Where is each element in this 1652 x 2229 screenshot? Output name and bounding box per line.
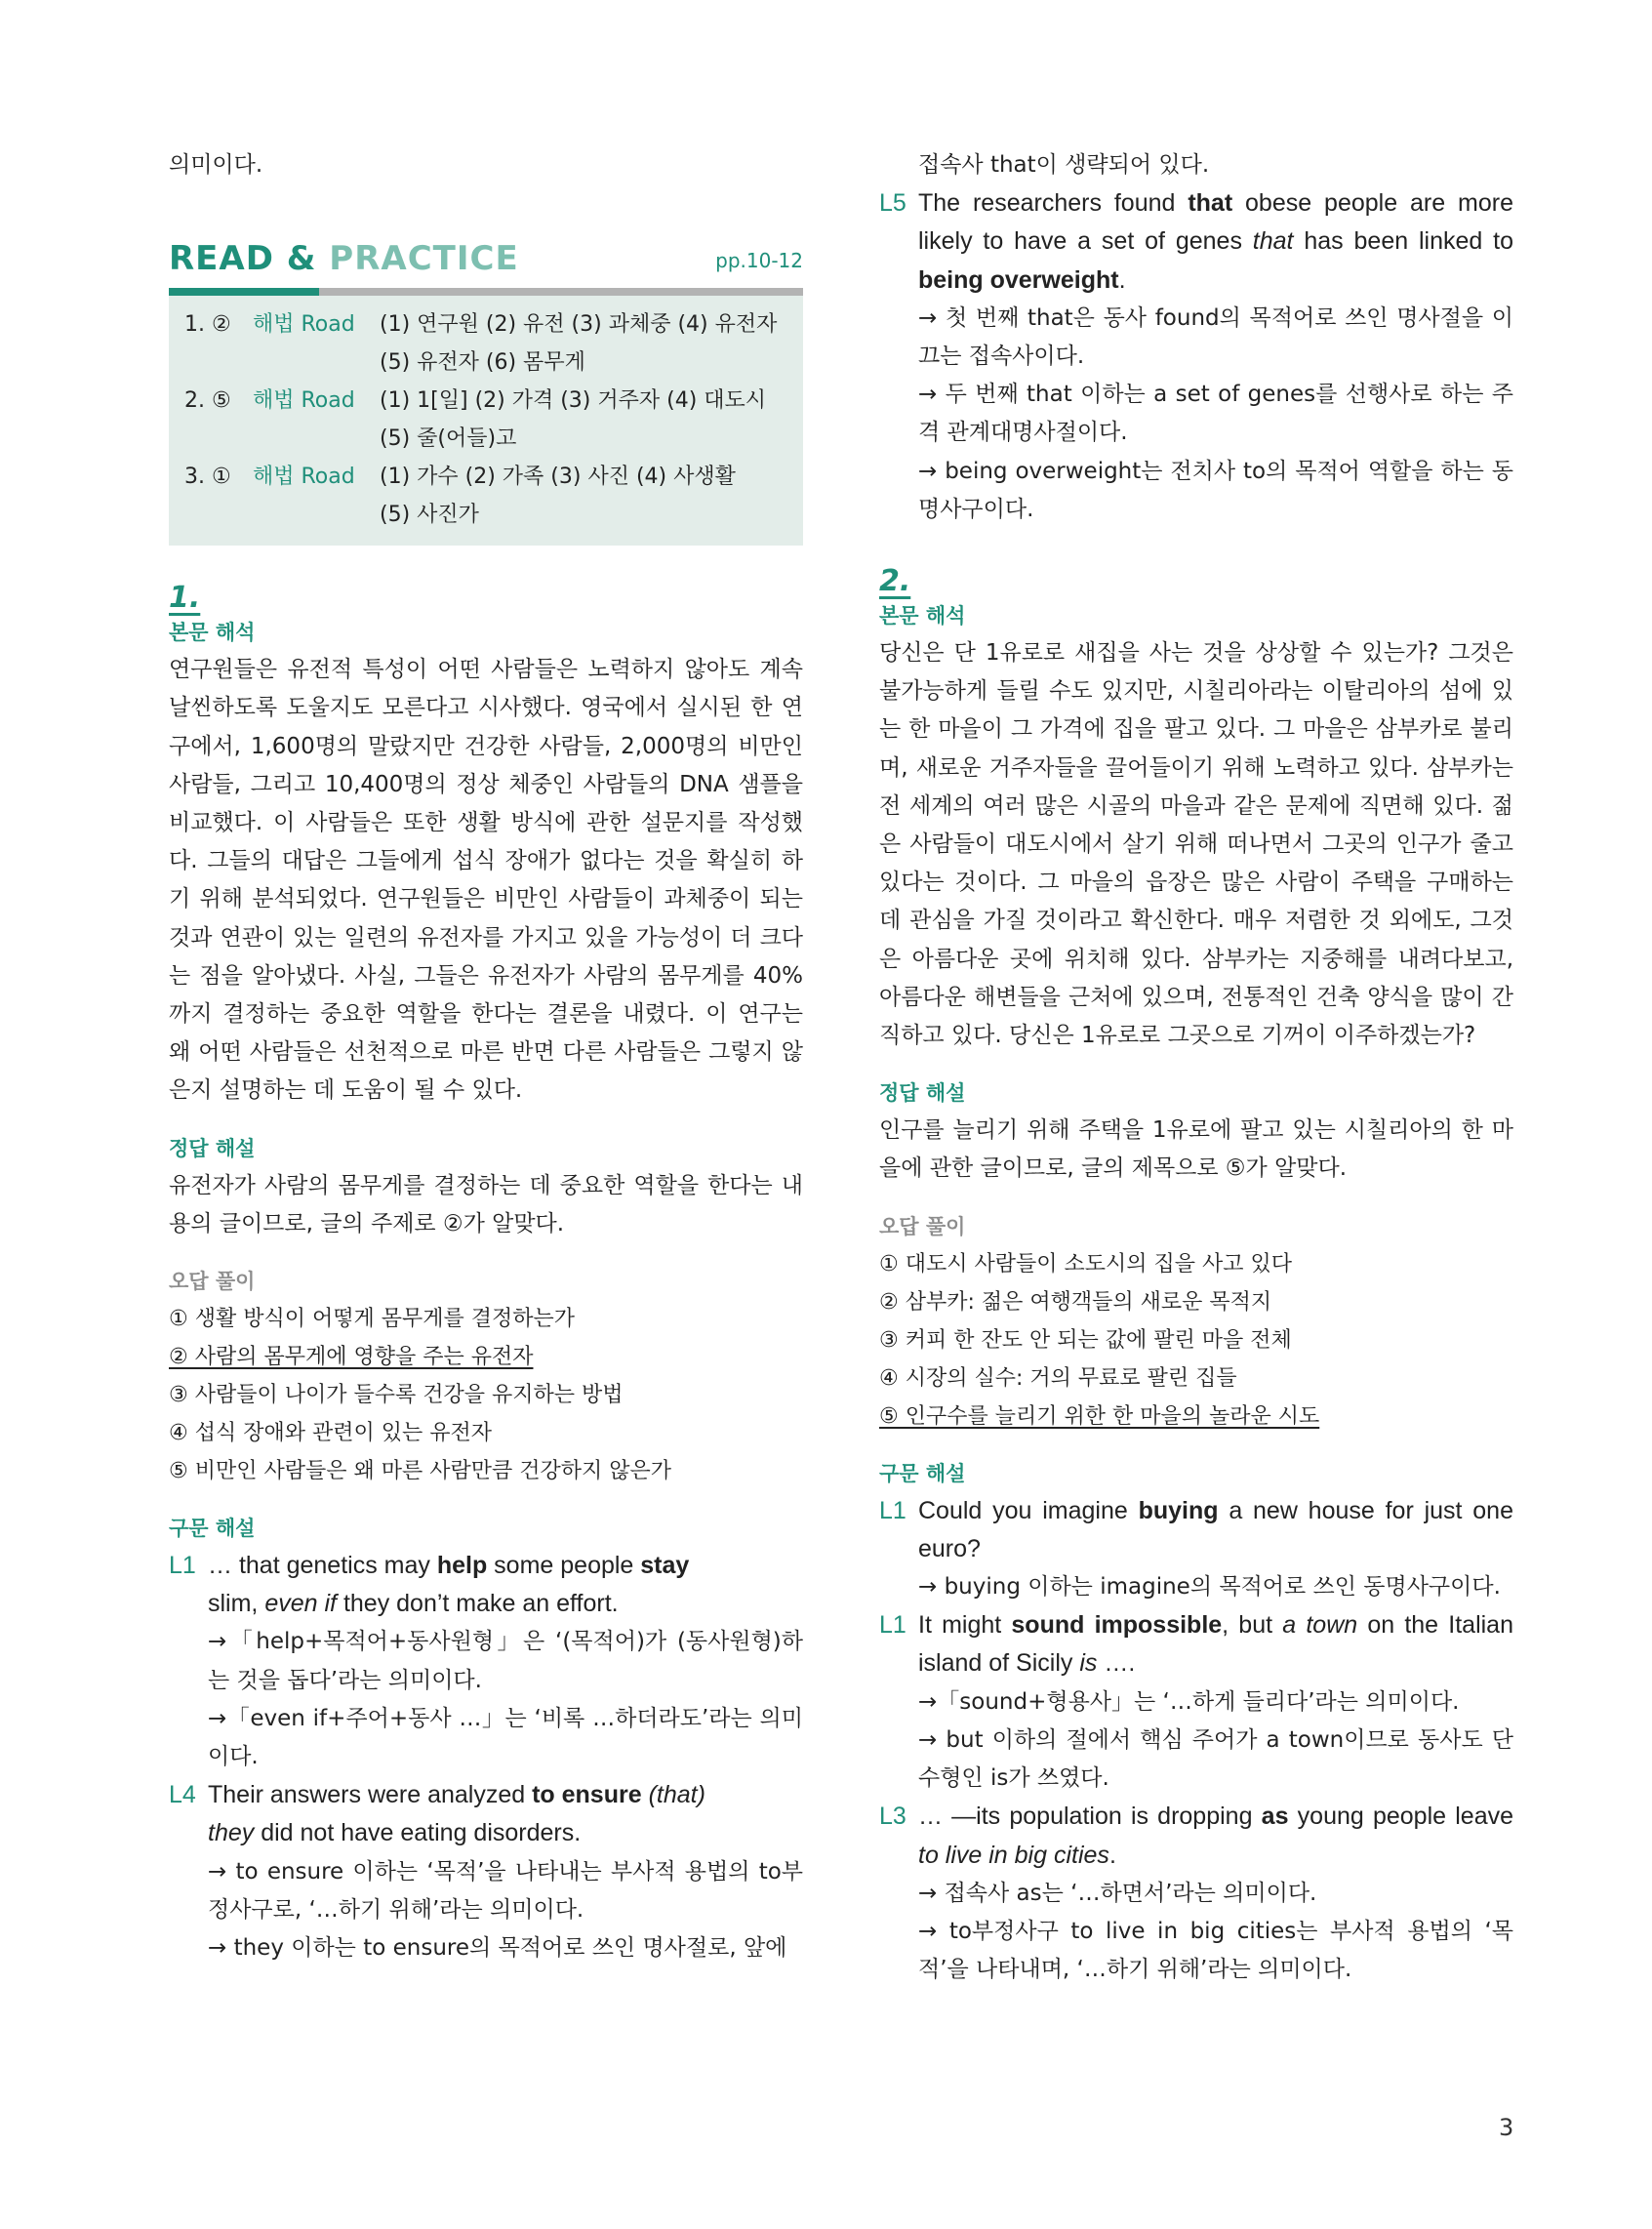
- list-item: ④ 시장의 실수: 거의 무료로 팔린 집들: [879, 1365, 1237, 1391]
- section-heading: 정답 해설: [169, 1136, 256, 1160]
- section-number: 2.: [879, 564, 911, 599]
- section-heading: 본문 해석: [879, 604, 966, 628]
- body-translation: 연구원들은 유전적 특성이 어떤 사람들은 노력하지 않아도 계속 날씬하도록 도울지도 모른다고 시사했다. 영국에서 실시된 한 연구에서, 1,600명의 말랐지만 건강한 사람들, 2,000명의 비만인 사람들, 그리고 10,400명의 정상 체중인 사람들의 DNA 샘플을 비교했다. 이 사람들은 또한 생활 방식에 관한 설문지를 작성했다. 그들의 대답은 그들에게 섭식 장애가 없다는 것을 확실히 하기 위해 분석되었다. 연구원들은 비만인 사람들이 과체중이 되는 것과 연관이 있는 일련의 유전자를 가지고 있을 가능성이 더 크다는 점을 알아냈다. 사실, 그들은 유전자가 사람의 몸무게를 40%까지 결정하는 중요한 역할을 한다는 결론을 내렸다. 이 연구는 왜 어떤 사람들은 선천적으로 마른 반면 다른 사람들은 그렇지 않은지 설명하는 데 도움이 될 수 있다.: [169, 657, 803, 1104]
- list-item: ③ 사람들이 나이가 들수록 건강을 유지하는 방법: [169, 1383, 624, 1408]
- list-item: ① 생활 방식이 어떻게 몸무게를 결정하는가: [169, 1307, 575, 1332]
- syntax-entry: L4 Their answers were analyzed to ensure (that) they did not have eating disorders. → to ensure 이하는 ‘목적’을 나타내는 부사적 용법의 to부정사구로, ‘…하기 위해’라는 의미이다. → they 이하는 to ensure의 목적어로 쓰인 명사절로, 앞에: [169, 1781, 803, 1962]
- list-item: ③ 커피 한 잔도 안 되는 값에 팔린 마을 전체: [879, 1327, 1292, 1353]
- section-number: 1.: [169, 581, 201, 616]
- syntax-entry: L1 Could you imagine buying a new house for just one euro? → buying 이하는 imagine의 목적어로 쓰인 동명사구이다.: [879, 1496, 1513, 1601]
- syntax-entry: L5 The researchers found that obese people are more likely to have a set of genes that has been linked to being overweight. → 첫 번째 that은 동사 found의 목적어로 쓰인 명사절을 이끄는 접속사이다. → 두 번째 that 이하는 a set of genes를 선행사로 하는 주격 관계대명사절이다. → being overweight는 전치사 to의 목적어 역할을 하는 동명사구이다.: [879, 189, 1513, 522]
- list-item: ⑤ 인구수를 늘리기 위한 한 마을의 놀라운 시도: [879, 1403, 1320, 1429]
- syntax-entry: L3 … —its population is dropping as young people leave to live in big cities. → 접속사 as는 ‘…하면서’라는 의미이다. → to부정사구 to live in big cities는 부사적 용법의 ‘목적’을 나타내며, ‘…하기 위해’라는 의미이다.: [879, 1803, 1513, 1983]
- read-practice-title: READ & PRACTICE: [169, 239, 519, 279]
- read-practice-panel: [169, 239, 803, 546]
- read-practice-header: [169, 239, 803, 288]
- answer-explanation: 유전자가 사람의 몸무게를 결정하는 데 중요한 역할을 한다는 내용의 글이므로, 글의 주제로 ②가 알맞다.: [169, 1172, 803, 1236]
- page-number: 3: [1499, 2114, 1514, 2141]
- list-item: ⑤ 비만인 사람들은 왜 마른 사람만큼 건강하지 않은가: [169, 1459, 671, 1484]
- list-item: ② 삼부카: 젊은 여행객들의 새로운 목적지: [879, 1289, 1272, 1315]
- section-heading: 오답 풀이: [879, 1214, 966, 1238]
- page-range: pp.10-12: [715, 249, 803, 273]
- section-heading: 정답 해설: [879, 1081, 966, 1106]
- wrong-options-list: [879, 1245, 1513, 1436]
- section-heading: 구문 해설: [879, 1461, 966, 1485]
- answer-explanation: 인구를 늘리기 위해 주택을 1유로에 팔고 있는 시칠리아의 한 마을에 관한 글이므로, 글의 제목으로 ⑤가 알맞다.: [879, 1117, 1513, 1182]
- list-item: ② 사람의 몸무게에 영향을 주는 유전자: [169, 1345, 534, 1370]
- syntax-entry: L1 It might sound impossible, but a town on the Italian island of Sicily is …. →「sound+형용사」는 ‘…하게 들리다’라는 의미이다. → but 이하의 절에서 핵심 주어가 a town이므로 동사도 단수형인 is가 쓰였다.: [879, 1611, 1513, 1792]
- right-column: [879, 146, 1513, 1989]
- syntax-entry: L1 … that genetics may help some people stay slim, even if they don’t make an effort. →「help+목적어+동사원형」은 ‘(목적어)가 (동사원형)하는 것을 돕다’라는 의미이다. →「even if+주어+동사 …」는 ‘비록 …하더라도’라는 의미이다.: [169, 1552, 803, 1770]
- section-heading: 오답 풀이: [169, 1270, 256, 1294]
- left-column: [169, 146, 803, 1967]
- list-item: ① 대도시 사람들이 소도시의 집을 사고 있다: [879, 1251, 1292, 1277]
- continued-text: 의미이다.: [169, 152, 263, 178]
- answer-row: 3. ① 해법 Road (1) 가수 (2) 가족 (3) 사진 (4) 사생활 (5) 사진가: [184, 465, 736, 528]
- section-heading: 본문 해석: [169, 621, 256, 645]
- wrong-options-list: [169, 1300, 803, 1490]
- header-rule: [169, 288, 803, 296]
- answer-row: 2. ⑤ 해법 Road (1) 1[일] (2) 가격 (3) 거주자 (4) 대도시 (5) 줄(어들)고: [184, 388, 767, 452]
- body-translation: 당신은 단 1유로로 새집을 사는 것을 상상할 수 있는가? 그것은 불가능하게 들릴 수도 있지만, 시칠리아라는 이탈리아의 섬에 있는 한 마을이 그 가격에 집을 팔고 있다. 그 마을은 삼부카로 불리며, 새로운 거주자들을 끌어들이기 위해 노력하고 있다. 삼부카는 전 세계의 여러 많은 시골의 마을과 같은 문제에 직면해 있다. 젊은 사람들이 대도시에서 살기 위해 떠나면서 그곳의 인구가 줄고 있다는 것이다. 그 마을의 읍장은 많은 사람이 주택을 구매하는 데 관심을 가질 것이라고 확신한다. 매우 저렴한 것 외에도, 그것은 아름다운 곳에 위치해 있다. 삼부카는 지중해를 내려다보고, 아름다운 해변들을 근처에 있으며, 전통적인 건축 양식을 많이 간직하고 있다. 당신은 1유로로 그곳으로 기꺼이 이주하겠는가?: [879, 640, 1513, 1049]
- section-heading: 구문 해설: [169, 1517, 256, 1541]
- list-item: ④ 섭식 장애와 관련이 있는 유전자: [169, 1421, 492, 1446]
- answer-box: [169, 296, 803, 546]
- continued-text: 접속사 that이 생략되어 있다.: [918, 152, 1210, 178]
- answer-row: 1. ② 해법 Road (1) 연구원 (2) 유전 (3) 과체중 (4) 유전자 (5) 유전자 (6) 몸무게: [184, 312, 778, 376]
